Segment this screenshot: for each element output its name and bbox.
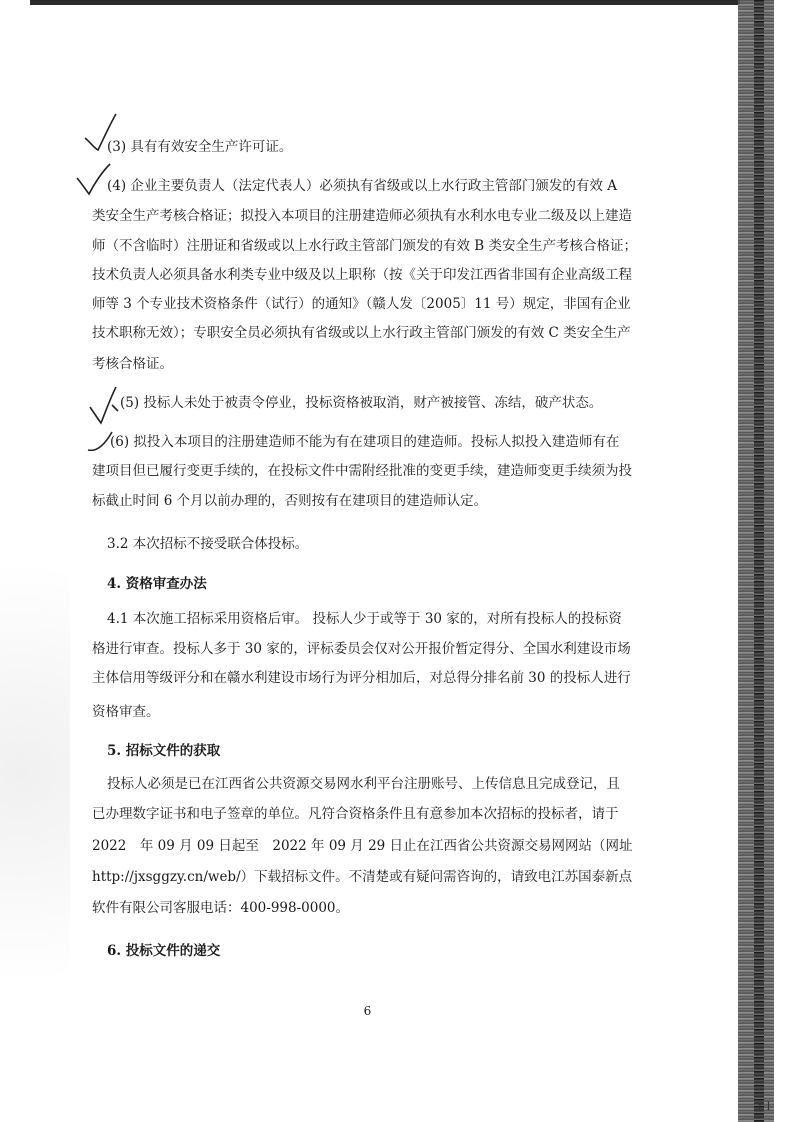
text-line: (6) 拟投入本项目的注册建造师不能为有在建项目的建造师。投标人拟投入建造师有在 <box>110 434 620 450</box>
text-line: 师等 3 个专业技术资格条件（试行）的通知》（赣人发〔2005〕11 号）规定，非国有企业 <box>92 296 631 312</box>
text-line: 技术职称无效）；专职安全员必须执有省级或以上水行政主管部门颁发的有效 C 类安全生产 <box>92 325 631 341</box>
section-heading: 6. 投标文件的递交 <box>107 943 221 959</box>
right-scan-edge-inner <box>754 0 764 1122</box>
section-heading: 5. 招标文件的获取 <box>107 743 221 759</box>
text-line: 投标人必须是已在江西省公共资源交易网水利平台注册账号、上传信息且完成登记，且 <box>107 776 620 792</box>
text-line: (4) 企业主要负责人（法定代表人）必须执有省级或以上水行政主管部门颁发的有效 A <box>107 178 617 194</box>
text-line: 已办理数字证书和电子签章的单位。凡符合资格条件且有意参加本次招标的投标者，请于 <box>92 806 619 822</box>
text-line: 格进行审查。投标人多于 30 家的，评标委员会仅对公开报价暂定得分、全国水利建设市场 <box>92 641 631 657</box>
top-scan-edge <box>30 0 740 5</box>
text-line: 技术负责人必须具备水利类专业中级及以上职称（按《关于印发江西省非国有企业高级工程 <box>92 267 632 283</box>
text-line: http://jxsggzy.cn/web/）下载招标文件。不清楚或有疑问需咨询的，请致电江苏国泰新点 <box>92 869 633 885</box>
text-line: 软件有限公司客服电话：400-998-0000。 <box>92 900 350 916</box>
text-line: 标截止时间 6 个月以前办理的，否则按有在建项目的建造师认定。 <box>92 493 488 509</box>
text-line: 3.2 本次招标不接受联合体投标。 <box>107 536 309 552</box>
left-scan-noise <box>0 540 70 1122</box>
text-line: 考核合格证。 <box>92 356 173 372</box>
section-heading: 4. 资格审查办法 <box>107 576 207 592</box>
text-line: 4.1 本次施工招标采用资格后审。 投标人少于或等于 30 家的，对所有投标人的投标资 <box>107 611 622 627</box>
text-line: (5) 投标人未处于被责令停业，投标资格被取消，财产被接管、冻结，破产状态。 <box>120 395 603 411</box>
corner-mark: r l <box>758 1100 771 1113</box>
text-line: 类安全生产考核合格证；拟投入本项目的注册建造师必须执有水利水电专业二级及以上建造 <box>92 208 632 224</box>
text-line: 建项目但已履行变更手续的，在投标文件中需附经批准的变更手续，建造师变更手续须为投 <box>92 463 632 479</box>
text-line: 资格审查。 <box>92 704 160 720</box>
text-line: (3) 具有有效安全生产许可证。 <box>107 139 293 155</box>
text-line: 师（不含临时）注册证和省级或以上水行政主管部门颁发的有效 B 类安全生产考核合格证； <box>92 238 638 254</box>
text-line: 主体信用等级评分和在赣水利建设市场行为评分相加后，对总得分排名前 30 的投标人进行 <box>92 670 631 686</box>
text-line: 2022 年 09 月 09 日起至 2022 年 09 月 29 日止在江西省公共资源交易网网站（网址 <box>92 838 633 854</box>
page-number: 6 <box>363 1004 372 1018</box>
